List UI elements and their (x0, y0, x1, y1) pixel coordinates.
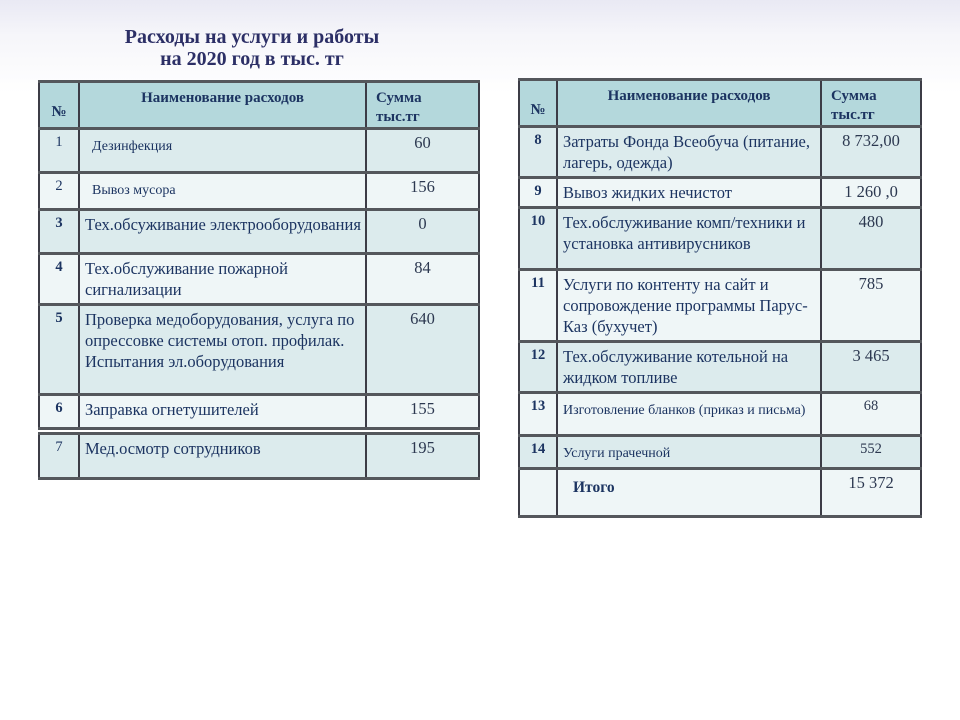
expense-sum: 156 (366, 173, 479, 210)
expense-sum: 60 (366, 129, 479, 173)
row-num: 9 (519, 178, 557, 208)
expense-sum: 8 732,00 (821, 127, 921, 178)
col-header-sum (821, 80, 921, 127)
expense-name: Услуги по контенту на сайт и сопровождение программы Парус-Каз (бухучет) (557, 270, 821, 342)
expense-sum: 68 (821, 393, 921, 436)
expense-sum: 84 (366, 254, 479, 305)
row-num-empty (519, 469, 557, 517)
expense-sum: 3 465 (821, 342, 921, 393)
expense-sum: 785 (821, 270, 921, 342)
total-sum: 15 372 (821, 469, 921, 517)
table-row (39, 254, 479, 305)
table-row (39, 173, 479, 210)
col-header-num: № (39, 82, 79, 129)
expense-sum: 195 (366, 431, 479, 479)
table-row (519, 208, 921, 270)
row-num: 14 (519, 436, 557, 469)
expense-sum: 480 (821, 208, 921, 270)
row-num: 6 (39, 395, 79, 431)
expense-sum: 0 (366, 210, 479, 254)
row-num: 2 (39, 173, 79, 210)
col-header-sum-line1: Сумма (831, 88, 877, 104)
expense-name: Мед.осмотр сотрудников (79, 431, 366, 479)
row-num: 8 (519, 127, 557, 178)
expense-sum: 155 (366, 395, 479, 431)
table-row (39, 129, 479, 173)
expense-name: Заправка огнетушителей (79, 395, 366, 431)
expense-name: Вывоз мусора (79, 173, 366, 210)
expense-sum: 552 (821, 436, 921, 469)
table-row (519, 342, 921, 393)
col-header-num: № (519, 80, 557, 127)
col-header-sum-line2: тыс.тг (376, 109, 420, 125)
row-num: 11 (519, 270, 557, 342)
table-row (519, 178, 921, 208)
expense-name: Проверка медоборудования, услуга по опрессовке системы отоп. профилак. Испытания эл.оборудования (79, 305, 366, 395)
row-num: 10 (519, 208, 557, 270)
col-header-sum (366, 82, 479, 129)
slide-title (104, 26, 400, 70)
expenses-table-left (38, 80, 480, 480)
expense-name: Затраты Фонда Всеобуча (питание, лагерь, одежда) (557, 127, 821, 178)
expense-name: Услуги прачечной (557, 436, 821, 469)
slide-title-line1: Расходы на услуги и работы (124, 26, 380, 48)
row-num: 5 (39, 305, 79, 395)
expense-name: Тех.обслуживание комп/техники и установка антивирусников (557, 208, 821, 270)
expense-name: Вывоз жидких нечистот (557, 178, 821, 208)
table-row (519, 270, 921, 342)
row-num: 7 (39, 431, 79, 479)
table-header-row (519, 80, 921, 127)
table-header-row (39, 82, 479, 129)
col-header-sum-line1: Сумма (376, 90, 422, 106)
row-num: 12 (519, 342, 557, 393)
expense-sum: 640 (366, 305, 479, 395)
col-header-sum-line2: тыс.тг (831, 107, 875, 123)
slide-title-line2: на 2020 год в тыс. тг (160, 48, 344, 70)
col-header-name: Наименование расходов (79, 82, 366, 129)
table-row (39, 210, 479, 254)
expense-sum: 1 260 ,0 (821, 178, 921, 208)
row-num: 4 (39, 254, 79, 305)
total-label: Итого (557, 469, 821, 517)
expense-name: Тех.обслуживание котельной на жидком топливе (557, 342, 821, 393)
table-row (519, 127, 921, 178)
expense-name: Дезинфекция (79, 129, 366, 173)
row-num: 13 (519, 393, 557, 436)
table-row (39, 431, 479, 479)
row-num: 1 (39, 129, 79, 173)
expense-name: Тех.обслуживание пожарной сигнализации (79, 254, 366, 305)
table-row (519, 436, 921, 469)
expense-name: Изготовление бланков (приказ и письма) (557, 393, 821, 436)
row-num: 3 (39, 210, 79, 254)
expenses-table-right (518, 78, 922, 518)
table-row (39, 305, 479, 395)
table-row (519, 393, 921, 436)
expense-name: Тех.обсуживание электрооборудования (79, 210, 366, 254)
table-row (39, 395, 479, 431)
col-header-name: Наименование расходов (557, 80, 821, 127)
total-row (519, 469, 921, 517)
